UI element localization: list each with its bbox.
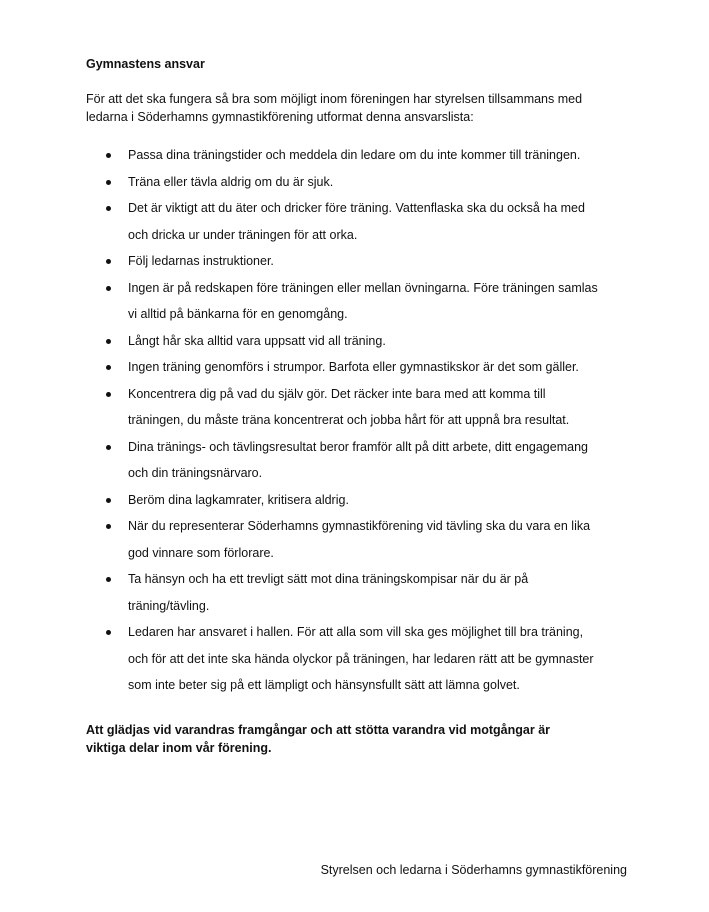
list-item-text: Ledaren har ansvaret i hallen. För att alla som vill ska ges möjlighet till bra träning, xyxy=(128,625,584,639)
list-item xyxy=(86,275,646,328)
list-item-text: träningen, du måste träna koncentrerat och jobba hårt för att uppnå bra resultat. xyxy=(128,413,570,427)
list-item xyxy=(86,328,646,355)
bullet-icon xyxy=(106,524,111,529)
list-item xyxy=(86,248,646,275)
bullet-icon xyxy=(106,259,111,264)
list-item-text: Koncentrera dig på vad du själv gör. Det räcker inte bara med att komma till xyxy=(128,386,546,401)
list-item xyxy=(86,142,646,169)
list-item xyxy=(86,487,646,514)
list-item-text: Det är viktigt att du äter och dricker före träning. Vattenflaska ska du också ha med xyxy=(128,201,585,215)
bullet-icon xyxy=(106,206,111,211)
list-item-text: Passa dina träningstider och meddela din ledare om du inte kommer till träningen. xyxy=(128,148,581,162)
list-item-text: träning/tävling. xyxy=(128,598,210,613)
closing-line: Att glädjas vid varandras framgångar och att stötta varandra vid motgångar är xyxy=(86,723,551,737)
closing-line: viktiga delar inom vår förening. xyxy=(86,741,272,755)
list-item-text: Ta hänsyn och ha ett trevligt sätt mot dina träningskompisar när du är på xyxy=(128,572,529,586)
intro-paragraph xyxy=(86,90,646,126)
signature: Styrelsen och ledarna i Söderhamns gymnastikförening xyxy=(320,863,627,877)
list-item-text: som inte beter sig på ett lämpligt och hänsynsfullt sätt att lämna golvet. xyxy=(128,678,520,692)
list-item-text: vi alltid på bänkarna för en genomgång. xyxy=(128,307,348,321)
list-item xyxy=(86,513,646,566)
list-item xyxy=(86,195,646,248)
bullet-icon xyxy=(106,180,111,185)
list-item-text: Träna eller tävla aldrig om du är sjuk. xyxy=(128,174,334,189)
list-item-text: och din träningsnärvaro. xyxy=(128,466,263,480)
bullet-icon xyxy=(106,445,111,450)
bullet-icon xyxy=(106,577,111,582)
bullet-icon xyxy=(106,153,111,158)
list-item xyxy=(86,169,646,196)
list-item-text: och dricka ur under träningen för att orka. xyxy=(128,227,358,242)
list-item-text: och för att det inte ska hända olyckor på träningen, har ledaren rätt att be gymnaster xyxy=(128,651,594,666)
list-item-text: När du representerar Söderhamns gymnastikförening vid tävling ska du vara en lika xyxy=(128,519,591,533)
intro-line: För att det ska fungera så bra som möjligt inom föreningen har styrelsen tillsammans med xyxy=(86,92,583,106)
document-title: Gymnastens ansvar xyxy=(86,57,205,71)
bullet-icon xyxy=(106,630,111,635)
bullet-icon xyxy=(106,365,111,370)
list-item-text: Långt hår ska alltid vara uppsatt vid all träning. xyxy=(128,333,386,348)
list-item-text: Dina tränings- och tävlingsresultat beror framför allt på ditt arbete, ditt engagemang xyxy=(128,439,588,454)
list-item-text: god vinnare som förlorare. xyxy=(128,545,274,560)
list-item xyxy=(86,619,646,699)
list-item xyxy=(86,434,646,487)
bullet-icon xyxy=(106,392,111,397)
bullet-icon xyxy=(106,339,111,344)
list-item-text: Beröm dina lagkamrater, kritisera aldrig. xyxy=(128,492,349,507)
closing-statement xyxy=(86,721,646,757)
responsibility-list xyxy=(86,142,646,699)
list-item xyxy=(86,354,646,381)
list-item xyxy=(86,566,646,619)
list-item-text: Ingen träning genomförs i strumpor. Barfota eller gymnastikskor är det som gäller. xyxy=(128,360,579,374)
list-item-text: Ingen är på redskapen före träningen eller mellan övningarna. Före träningen samlas xyxy=(128,280,598,295)
intro-line: ledarna i Söderhamns gymnastikförening utformat denna ansvarslista: xyxy=(86,110,474,124)
bullet-icon xyxy=(106,286,111,291)
list-item-text: Följ ledarnas instruktioner. xyxy=(128,254,274,268)
list-item xyxy=(86,381,646,434)
bullet-icon xyxy=(106,498,111,503)
